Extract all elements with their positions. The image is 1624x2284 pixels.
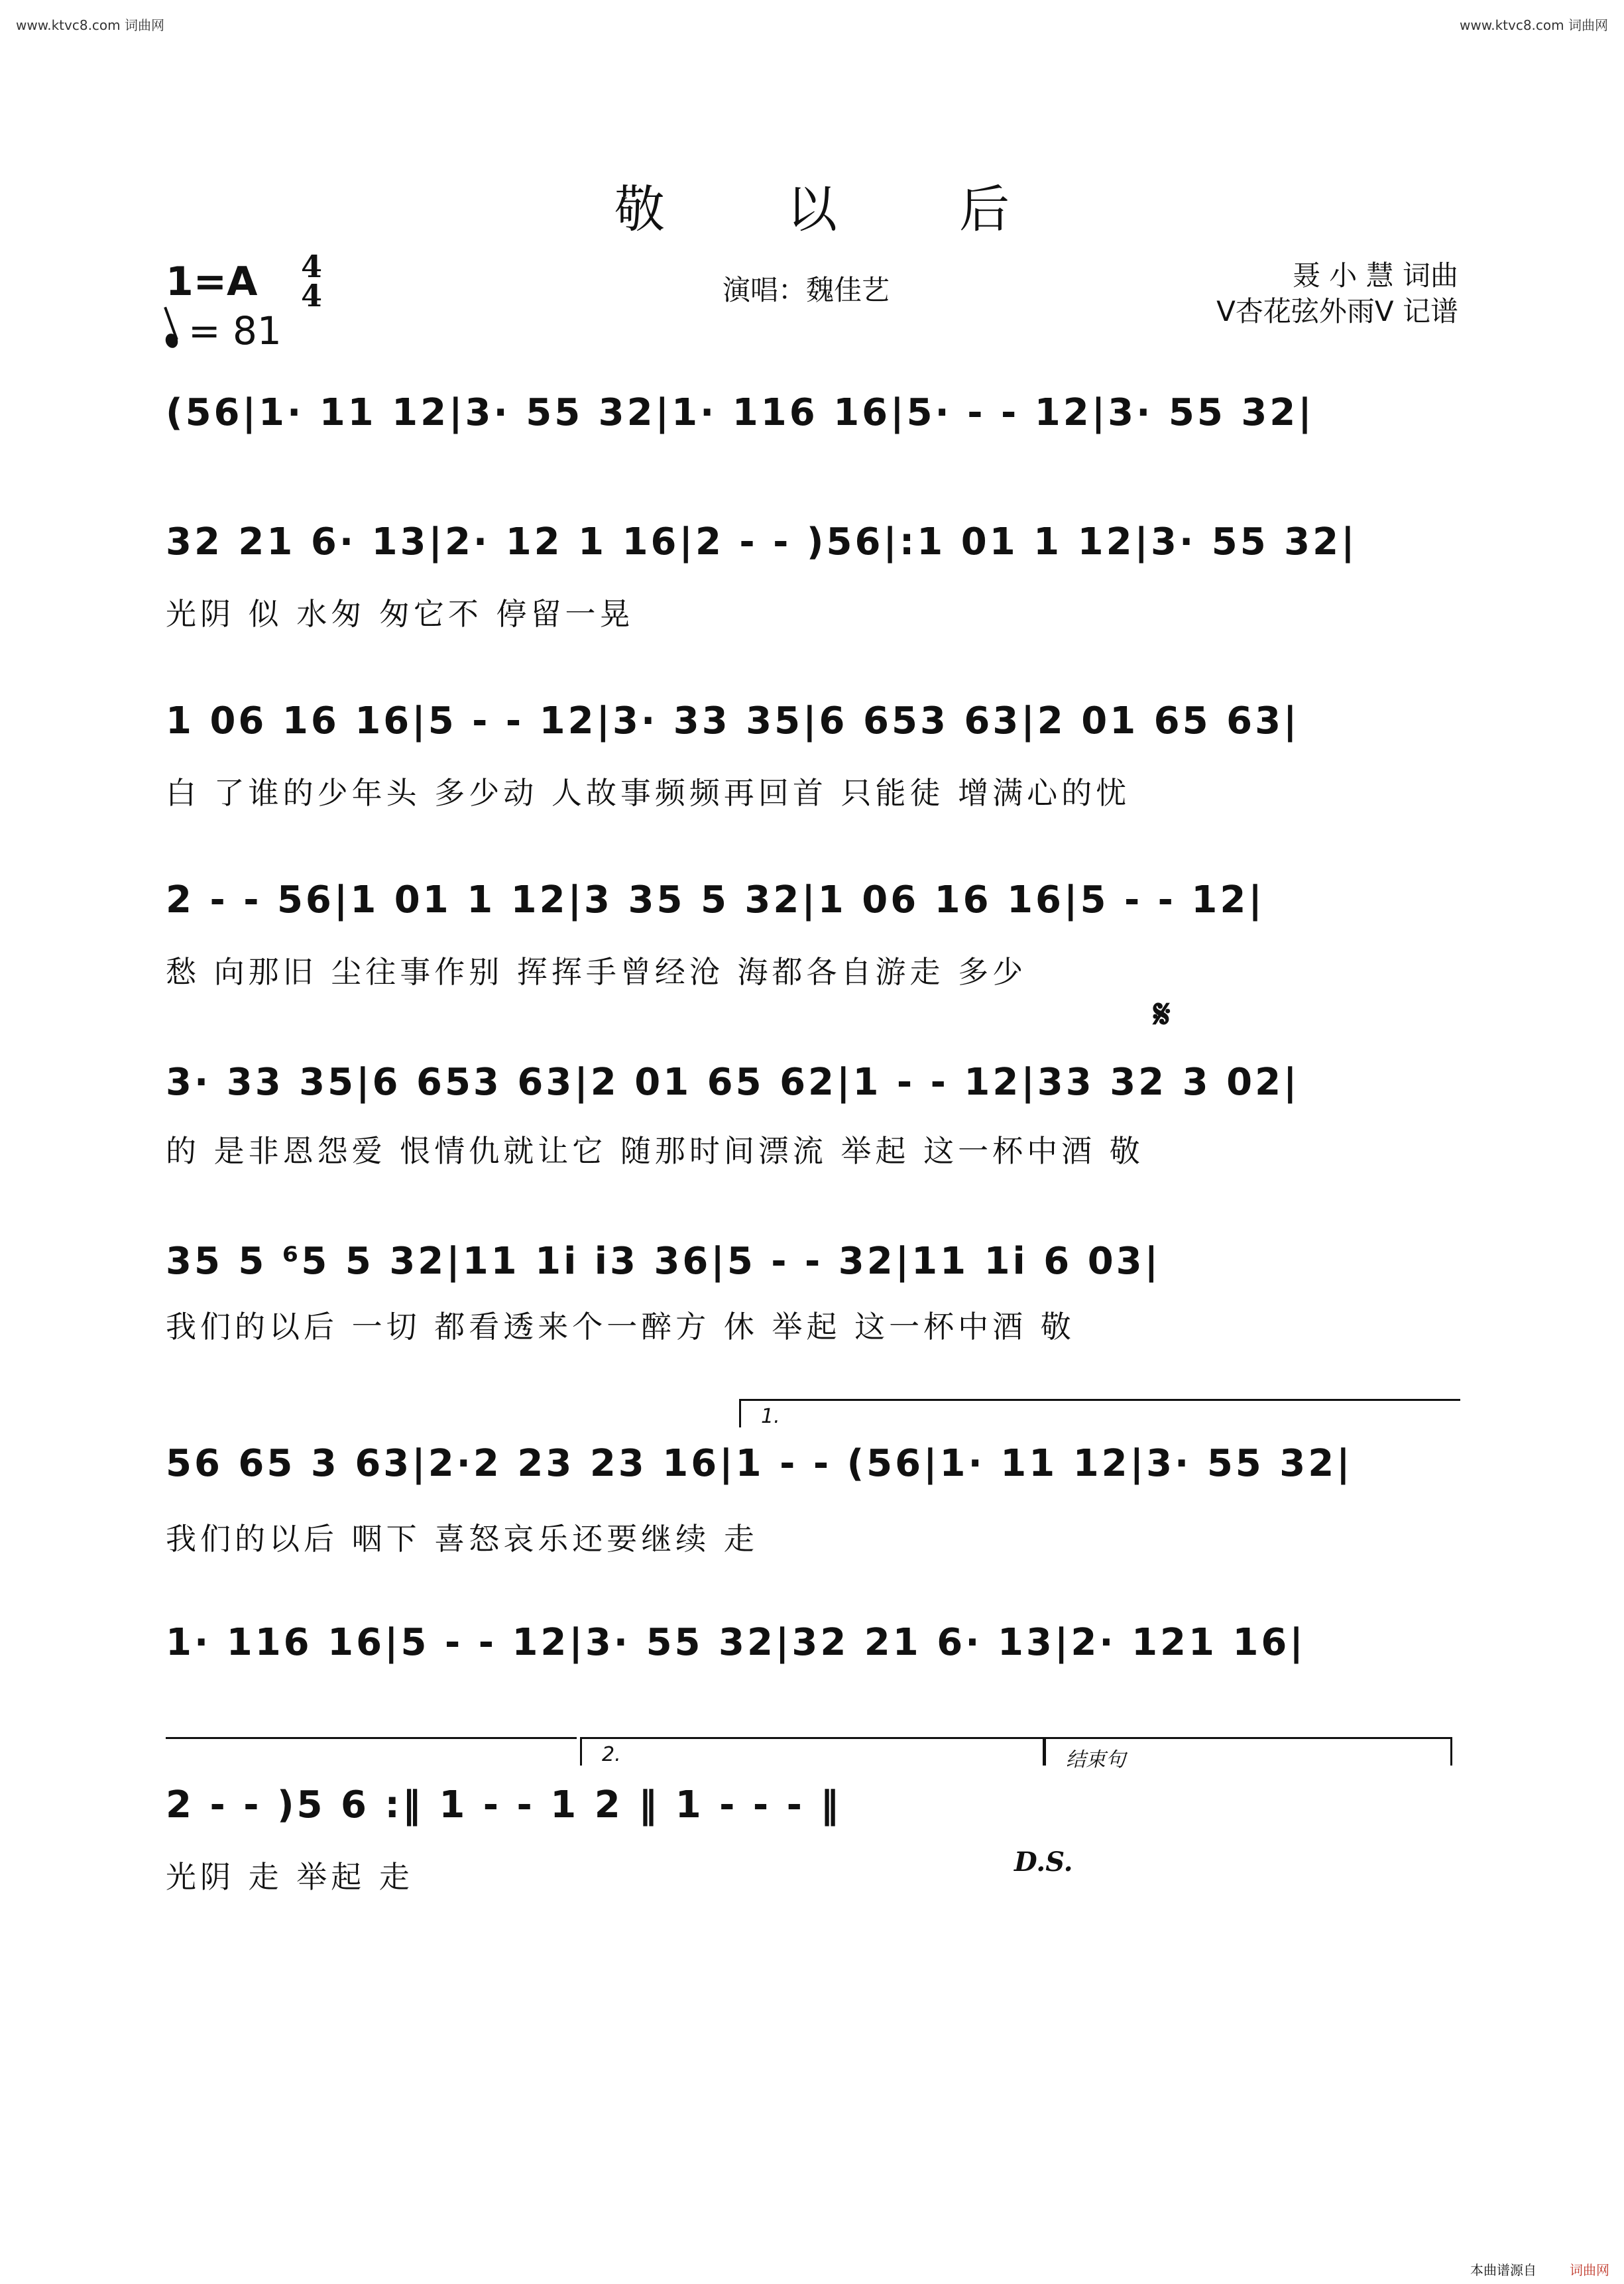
song-title: 敬 以 后	[614, 180, 1063, 239]
ending-bracket	[1044, 1737, 1452, 1772]
lyric-row-5: 的 是非恩怨爱 恨情仇就让它 随那时间漂流 举起 这一杯中酒 敬	[166, 1133, 1144, 1169]
volta-first-ending	[739, 1399, 1460, 1427]
notation-row-7: 56 65 3 63|2·2 23 23 16|1 - - (56|1· 11 12|3· 55 32|	[166, 1442, 1353, 1485]
dal-segno: D.S.	[1014, 1846, 1073, 1878]
header-left: www.ktvc8.com 词曲网	[16, 17, 165, 33]
tempo	[166, 308, 282, 353]
lyric-row-2: 光阴 似 水匆 匆它不 停留一晃	[166, 596, 634, 632]
footer-source: 本曲谱源自	[1470, 2262, 1537, 2278]
volta-second-ending	[580, 1737, 1045, 1766]
time-signature	[295, 249, 328, 314]
time-signature-bottom: 4	[300, 278, 322, 314]
key-signature: 1=A	[166, 259, 258, 305]
header-right: www.ktvc8.com 词曲网	[1459, 17, 1608, 33]
tempo-value: = 81	[188, 308, 282, 353]
footer-site: 词曲网	[1570, 2262, 1609, 2278]
quarter-note-icon	[164, 332, 180, 350]
volta-second-label: 2.	[602, 1743, 621, 1766]
lyric-row-9: 光阴 走 举起 走	[166, 1859, 414, 1895]
lyric-row-4: 愁 向那旧 尘往事作别 挥挥手曾经沧 海都各自游走 多少	[166, 954, 1027, 990]
lyric-row-7: 我们的以后 咽下 喜怒哀乐还要继续 走	[166, 1521, 758, 1557]
notation-row-8: 1· 116 16|5 - - 12|3· 55 32|32 21 6· 13|2· 121 16|	[166, 1621, 1306, 1664]
notation-row-6: 35 5 ⁶5 5 32|11 1i i3 36|5 - - 32|11 1i 6 03|	[166, 1240, 1161, 1283]
composer-credit: 聂 小 慧 词曲	[1292, 259, 1458, 292]
repeat-line	[166, 1737, 577, 1766]
time-signature-top: 4	[300, 249, 322, 284]
singer: 演唱：魏佳艺	[723, 274, 890, 306]
notation-row-1: (56|1· 11 12|3· 55 32|1· 116 16|5· - - 12|3· 55 32|	[166, 391, 1314, 434]
ending-label: 结束句	[1066, 1748, 1126, 1772]
notation-row-2: 32 21 6· 13|2· 12 1 16|2 - - )56|:1 01 1 12|3· 55 32|	[166, 520, 1358, 564]
notation-row-3: 1 06 16 16|5 - - 12|3· 33 35|6 653 63|2 01 65 63|	[166, 699, 1300, 743]
notation-row-4: 2 - - 56|1 01 1 12|3 35 5 32|1 06 16 16|5 - - 12|	[166, 878, 1265, 922]
lyric-row-3: 白 了谁的少年头 多少动 人故事频频再回首 只能徒 增满心的忧	[166, 775, 1131, 811]
notation-row-9: 2 - - )5 6 :‖ 1 - - 1 2 ‖ 1 - - - ‖	[166, 1783, 842, 1827]
notation-row-5: 3· 33 35|6 653 63|2 01 65 62|1 - - 12|33 32 3 02|	[166, 1061, 1300, 1104]
volta-first-label: 1.	[761, 1405, 780, 1428]
lyric-row-6: 我们的以后 一切 都看透来个一醉方 休 举起 这一杯中酒 敬	[166, 1309, 1075, 1345]
segno-icon: 𝄋	[1153, 991, 1171, 1038]
transcriber-credit: V杏花弦外雨V 记谱	[1216, 295, 1458, 328]
